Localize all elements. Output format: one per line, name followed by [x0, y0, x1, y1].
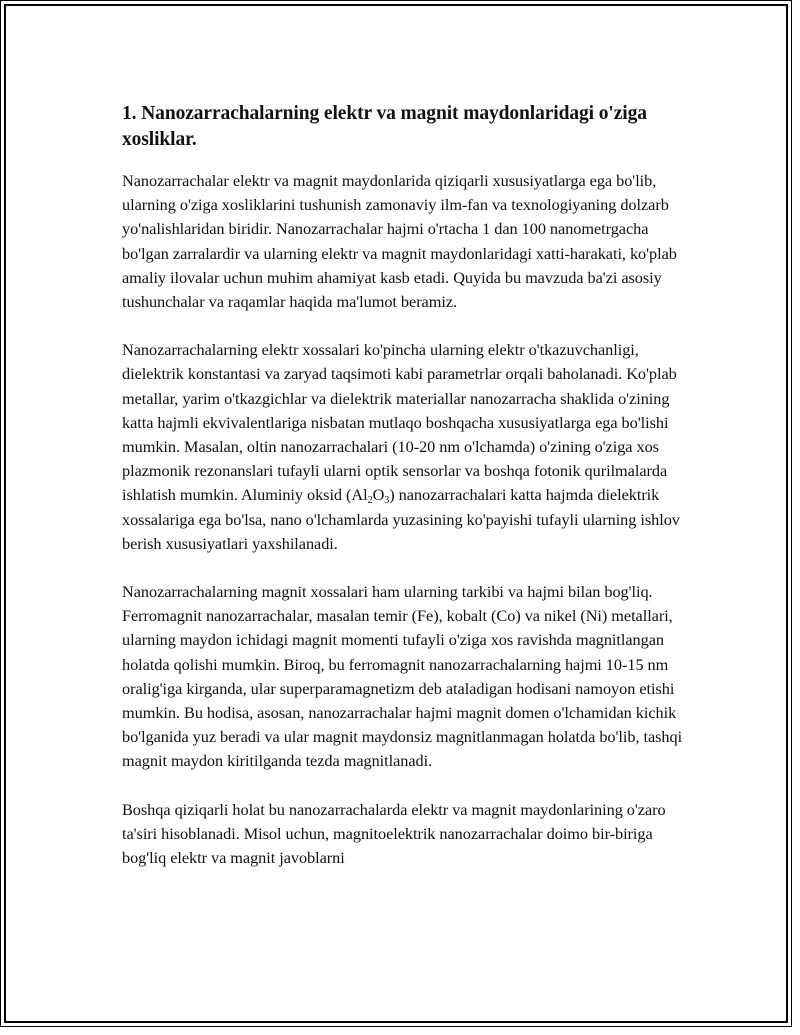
page-frame: [4, 4, 788, 1023]
document-body: [122, 101, 694, 894]
paragraph-interaction: Boshqa qiziqarli holat bu nanozarrachalarda elektr va magnit maydonlarining o'zaro ta'siri hisoblanadi. Misol uchun, magnitoelektrik nanozarrachalar doimo bir-biriga bog'liq elektr va magnit javoblarni: [122, 799, 666, 868]
paragraph-text: O: [372, 485, 385, 505]
subscript: 2: [367, 495, 373, 507]
paragraph-electric-properties: [122, 338, 694, 556]
subscript: 3: [384, 495, 390, 507]
section-heading: 1. Nanozarrachalarning elektr va magnit maydonlaridagi o'ziga xosliklar.: [122, 103, 647, 150]
paragraph-text: Nanozarrachalarning elektr xossalari ko'pincha ularning elektr o'tkazuvchanligi, dielektrik konstantasi va zaryad taqsimoti kabi parametrlar orqali baholanadi. Ko'plab metallar, yarim o'tkazgichlar va dielektrik materiallar nanozarracha shaklida o'zining katta hajmli ekvivalentlariga nisbatan mutlaqo boshqacha xususiyatlarga ega bo'lishi mumkin. Masalan, oltin nanozarrachalari (10-20 nm o'lchamda) o'zining o'ziga xos plazmonik rezonanslari tufayli ularni optik sensorlar va boshqa fotonik qurilmalarda ishlatish mumkin. Aluminiy oksid (Al: [122, 340, 677, 505]
paragraph-magnetic-properties: Nanozarrachalarning magnit xossalari ham ularning tarkibi va hajmi bilan bog'liq. Ferromagnit nanozarrachalar, masalan temir (Fe), kobalt (Co) va nikel (Ni) metallari, ularning maydon ichidagi magnit momenti tufayli o'ziga xos ravishda magnitlangan holatda qolishi mumkin. Biroq, bu ferromagnit nanozarrachalarning hajmi 10-15 nm oralig'iga kirganda, ular superparamagnetizm deb ataladigan hodisani namoyon etishi mumkin. Bu hodisa, asosan, nanozarrachalar hajmi magnit domen o'lchamidan kichik bo'lganida yuz beradi va ular magnit maydonsiz magnitlanmagan holatda bo'lib, tashqi magnit maydon kiritilganda tezda magnitlanadi.: [122, 582, 683, 771]
paragraph-intro: Nanozarrachalar elektr va magnit maydonlarida qiziqarli xususiyatlarga ega bo'lib, ularning o'ziga xosliklarini tushunish zamonaviy ilm-fan va texnologiyaning dolzarb yo'nalishlaridan biridir. Nanozarrachalar hajmi o'rtacha 1 dan 100 nanometrgacha bo'lgan zarralardir va ularning elektr va magnit maydonlaridagi xatti-harakati, ko'plab amaliy ilovalar uchun muhim ahamiyat kasb etadi. Quyida bu mavzuda ba'zi asosiy tushunchalar va raqamlar haqida ma'lumot beramiz.: [122, 171, 677, 312]
paragraph-text: ) nanozarrachalari katta hajmda dielektrik xossalariga ega bo'lsa, nano o'lchamlarda yuzasining ko'payishi tufayli ularning ishlov berish xususiyatlari yaxshilanadi.: [122, 485, 680, 553]
